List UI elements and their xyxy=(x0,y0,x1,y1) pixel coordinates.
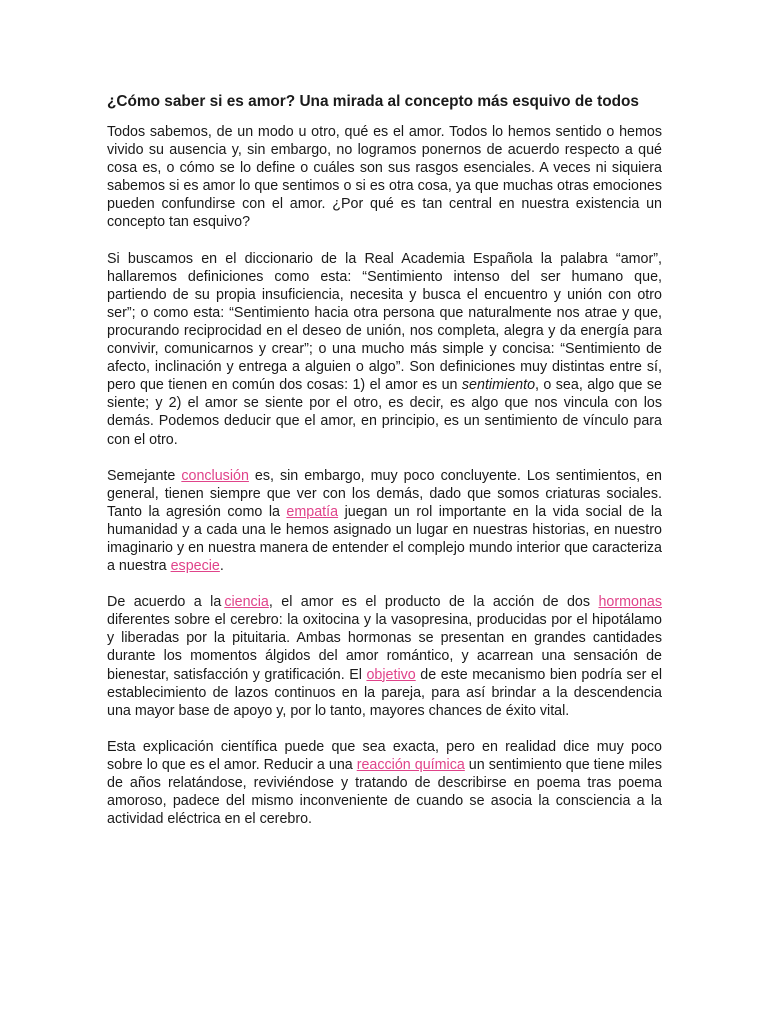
link-ciencia[interactable]: ciencia xyxy=(224,594,269,611)
link-conclusion[interactable]: conclusión xyxy=(181,467,249,484)
paragraph-intro: Todos sabemos, de un modo u otro, qué es el amor. Todos lo hemos sentido o hemos vivido su ausencia y, sin embargo, no logramos ponernos de acuerdo respecto a qué cosa es, o cómo se lo define o cuáles son sus rasgos esenciales. A veces ni siquiera sabemos si es amor lo que sentimos o si es otra cosa, ya que muchas otras emociones pueden confundirse con el amor. ¿Por qué es tan central en nuestra existencia un concepto tan esquivo? xyxy=(107,124,662,231)
paragraph-text: Si buscamos en el diccionario de la Real Academia Española la palabra “amor”, hallaremos definiciones como esta: “Sentimiento intenso del ser humano que, partiendo de su propia insuficiencia, necesita y busca el encuentro y unión con otro ser”; o como esta: “Sentimiento hacia otra persona que naturalmente nos atrae y que, procurando reciprocidad en el deseo de unión, nos completa, alegra y da energía para convivir, comunicarnos y crear”; o una mucho más simple y concisa: “Sentimiento de afecto, inclinación y entrega a alguien o algo”. Son definiciones muy distintas entre sí, pero que tienen en común dos cosas: 1) el amor es un xyxy=(107,250,662,394)
paragraph-text: . xyxy=(219,558,224,575)
paragraph-science xyxy=(107,593,662,720)
paragraph-text: , o sea, algo que se siente; y 2) el amor se siente por el otro, es decir, es algo que nos vincula con los demás. Podemos deducir que el amor, en principio, es un sentimiento de vínculo para con el otro. xyxy=(107,377,662,448)
paragraph-text: un sentimiento que tiene miles de años relatándose, reviviéndose y tratando de describirse en poema tras poema amoroso, padece del mismo inconveniente de cuando se asocia la consciencia a la actividad eléctrica en el cerebro. xyxy=(107,756,662,828)
paragraph-text: de este mecanismo bien podría ser el establecimiento de lazos continuos en la pareja, para así brindar a la descendencia una mayor base de apoyo y, por lo tanto, mayores chances de éxito vital. xyxy=(107,666,662,719)
paragraph-text: De acuerdo a la xyxy=(107,594,222,611)
paragraph-text: es, sin embargo, muy poco concluyente. Los sentimientos, en general, tienen siempre que ver con los demás, dado que somos criaturas sociales. Tanto la agresión como la xyxy=(107,467,662,520)
paragraph-explanation xyxy=(107,738,662,828)
paragraph-text: , el amor es el producto de la acción de dos xyxy=(268,594,599,611)
paragraph-text: diferentes sobre el cerebro: la oxitocina y la vasopresina, producidas por el hipotálamo y liberadas por la pituitaria. Ambas hormonas se presentan en grandes cantidades durante los momentos álgidos del amor romántico, y acarrean una sensación de bienestar, satisfacción y gratificación. El xyxy=(107,612,662,683)
paragraph-conclusion xyxy=(107,467,662,576)
link-empatia[interactable]: empatía xyxy=(286,503,339,520)
link-reaccion-quimica[interactable]: reacción química xyxy=(356,756,465,773)
emphasis-sentimiento: sentimiento xyxy=(461,377,536,394)
link-hormonas[interactable]: hormonas xyxy=(598,594,663,611)
paragraph-text: Semejante xyxy=(107,467,182,484)
link-objetivo[interactable]: objetivo xyxy=(366,666,416,683)
document-page xyxy=(107,92,662,846)
paragraph-rae-definitions xyxy=(107,250,662,449)
link-especie[interactable]: especie xyxy=(170,558,220,575)
document-title: ¿Cómo saber si es amor? Una mirada al concepto más esquivo de todos xyxy=(107,93,639,110)
paragraph-text: Esta explicación científica puede que sea exacta, pero en realidad dice muy poco sobre lo que es el amor. Reducir a una xyxy=(107,738,662,773)
paragraph-text: juegan un rol importante en la vida social de la humanidad y a cada una le hemos asignado un lugar en nuestras historias, en nuestro imaginario y en nuestra manera de entender el complejo mundo interior que caracteriza a nuestra xyxy=(107,503,662,575)
